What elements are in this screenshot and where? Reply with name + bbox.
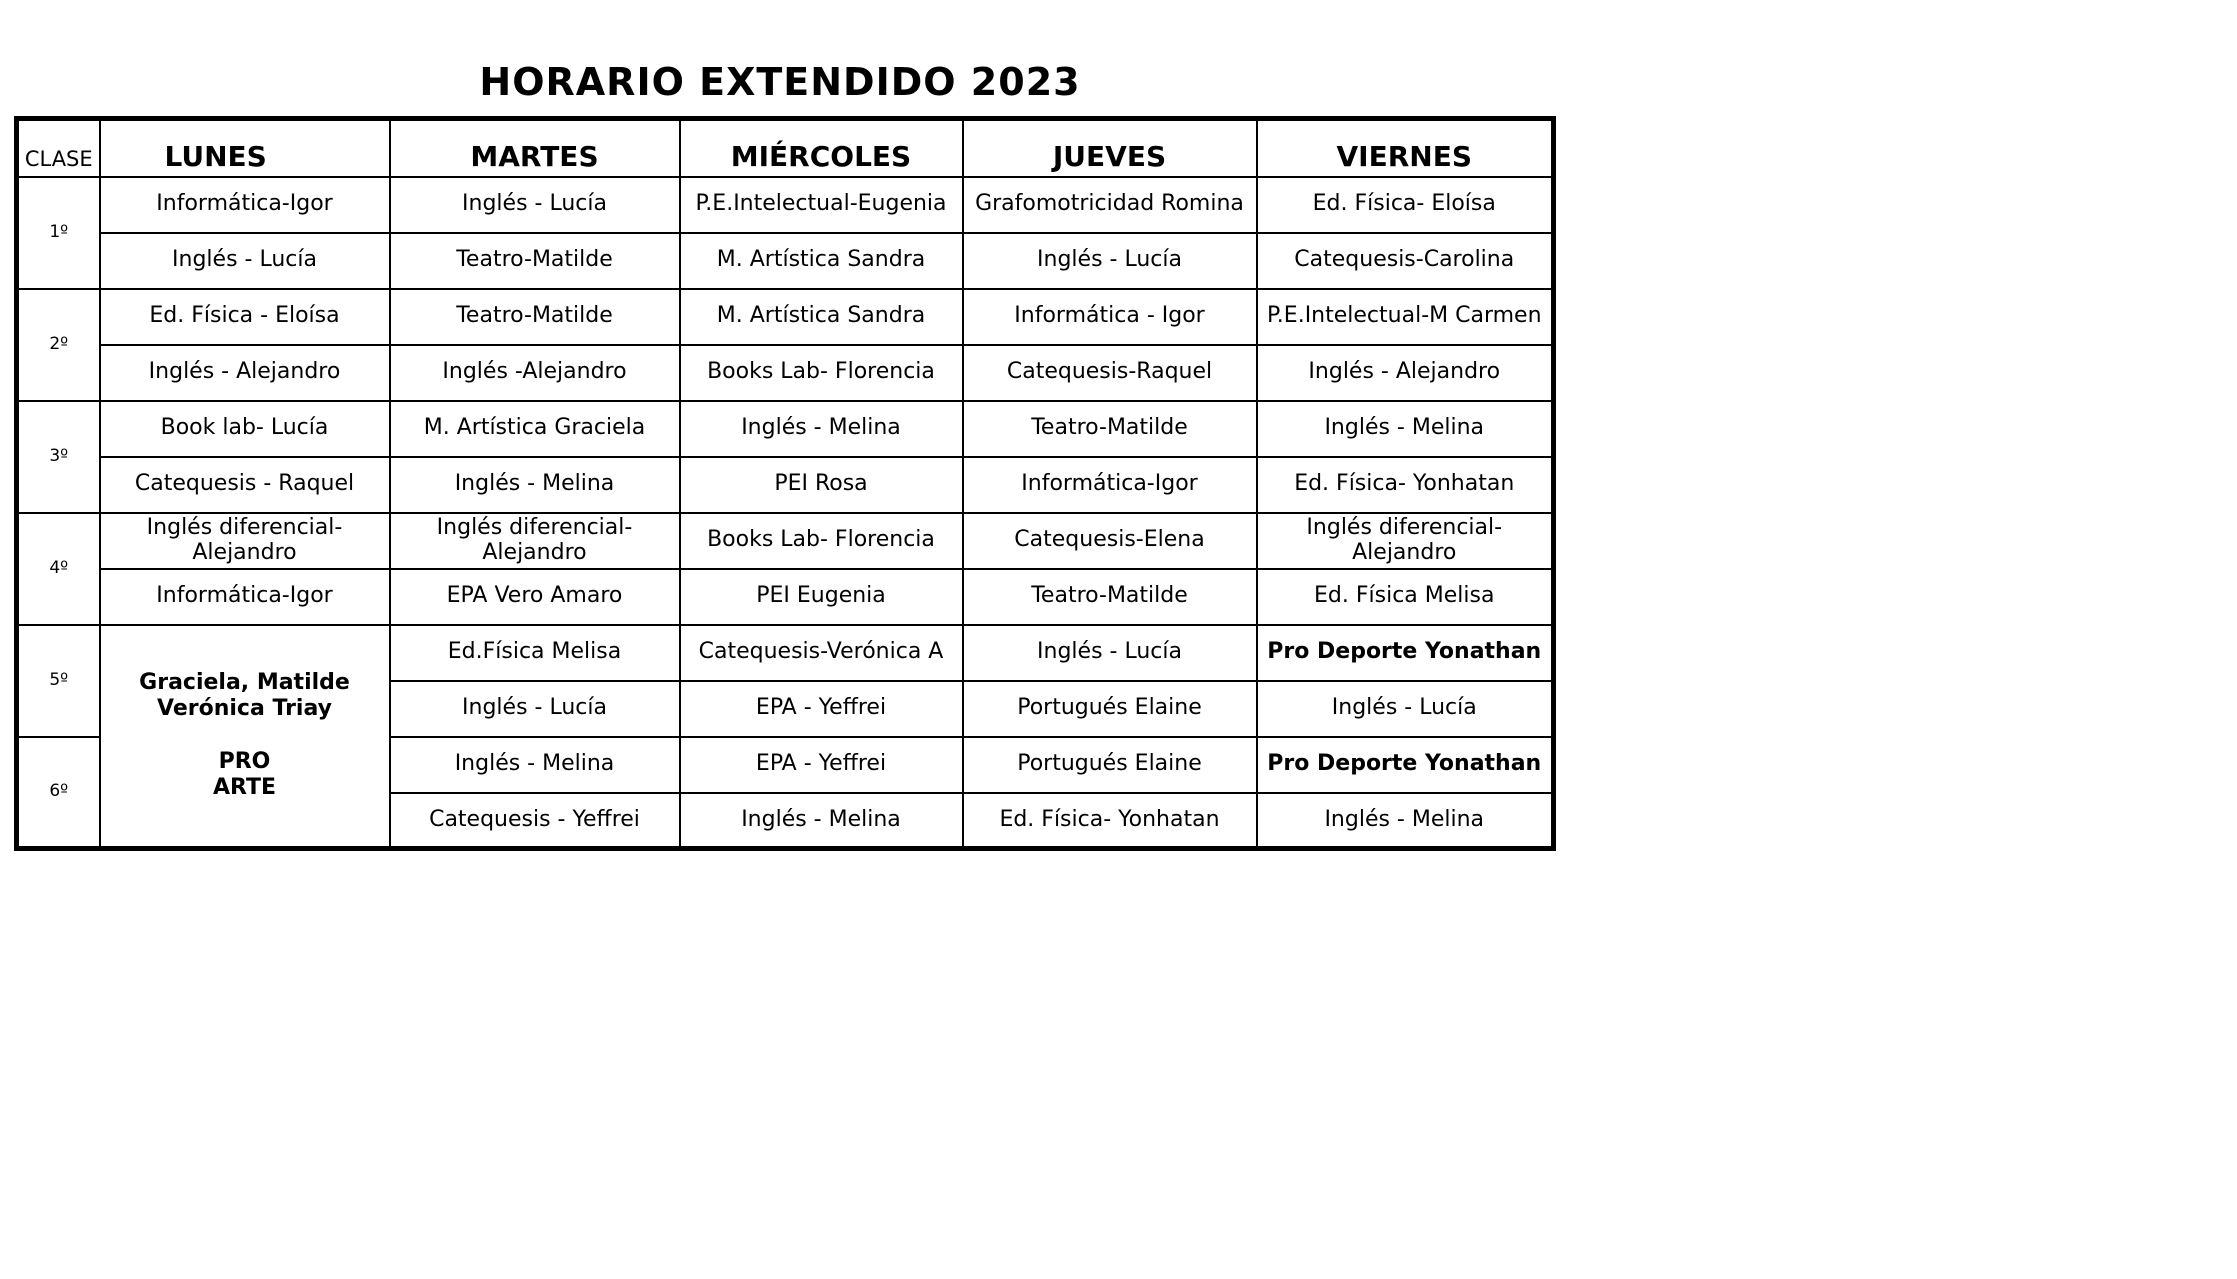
table-row xyxy=(17,513,1554,569)
schedule-cell: Pro Deporte Yonathan xyxy=(1257,737,1554,793)
schedule-cell: Books Lab- Florencia xyxy=(680,513,963,569)
schedule-cell: M. Artística Sandra xyxy=(680,233,963,289)
schedule-cell: Informática - Igor xyxy=(963,289,1257,345)
table-row xyxy=(17,625,1554,681)
schedule-cell: Catequesis-Carolina xyxy=(1257,233,1554,289)
schedule-cell: PEI Eugenia xyxy=(680,569,963,625)
schedule-cell: Catequesis - Yeffrei xyxy=(390,793,680,849)
class-label: 2º xyxy=(17,289,100,401)
schedule-cell: Teatro-Matilde xyxy=(963,569,1257,625)
schedule-cell: Inglés - Lucía xyxy=(100,233,390,289)
schedule-cell: Inglés - Lucía xyxy=(390,177,680,233)
schedule-cell: PEI Rosa xyxy=(680,457,963,513)
schedule-cell: Inglés - Melina xyxy=(680,793,963,849)
schedule-cell: Inglés - Lucía xyxy=(1257,681,1554,737)
schedule-cell: Inglés - Lucía xyxy=(390,681,680,737)
table-row xyxy=(17,569,1554,625)
header-day-miercoles: MIÉRCOLES xyxy=(680,119,963,177)
schedule-cell: P.E.Intelectual-Eugenia xyxy=(680,177,963,233)
schedule-cell: Informática-Igor xyxy=(100,569,390,625)
schedule-cell: Inglés - Lucía xyxy=(963,625,1257,681)
schedule-cell: Inglés - Melina xyxy=(390,737,680,793)
schedule-cell: Inglés diferencial- Alejandro xyxy=(1257,513,1554,569)
page-title: HORARIO EXTENDIDO 2023 xyxy=(479,60,1081,104)
table-row xyxy=(17,345,1554,401)
schedule-cell: Inglés diferencial- Alejandro xyxy=(100,513,390,569)
schedule-cell: EPA - Yeffrei xyxy=(680,681,963,737)
schedule-cell: EPA Vero Amaro xyxy=(390,569,680,625)
schedule-cell: Inglés - Melina xyxy=(1257,401,1554,457)
class-label: 1º xyxy=(17,177,100,289)
table-row xyxy=(17,289,1554,345)
schedule-cell: Ed. Física Melisa xyxy=(1257,569,1554,625)
schedule-cell: Book lab- Lucía xyxy=(100,401,390,457)
schedule-cell: Teatro-Matilde xyxy=(390,289,680,345)
schedule-table xyxy=(14,116,1556,851)
header-day-lunes: LUNES xyxy=(100,119,390,177)
schedule-cell: M. Artística Sandra xyxy=(680,289,963,345)
schedule-cell: Books Lab- Florencia xyxy=(680,345,963,401)
schedule-cell: M. Artística Graciela xyxy=(390,401,680,457)
class-label: 5º xyxy=(17,625,100,737)
schedule-cell: Inglés - Alejandro xyxy=(100,345,390,401)
schedule-cell: Inglés - Lucía xyxy=(963,233,1257,289)
lunes-merged-cell xyxy=(100,625,390,849)
schedule-cell: Ed. Física- Yonhatan xyxy=(1257,457,1554,513)
schedule-cell: Inglés - Melina xyxy=(680,401,963,457)
merged-line: PRO xyxy=(218,748,271,774)
schedule-cell: Pro Deporte Yonathan xyxy=(1257,625,1554,681)
schedule-cell: Ed. Física- Yonhatan xyxy=(963,793,1257,849)
table-row xyxy=(17,401,1554,457)
schedule-cell: Inglés diferencial- Alejandro xyxy=(390,513,680,569)
schedule-cell: Portugués Elaine xyxy=(963,737,1257,793)
schedule-cell: Teatro-Matilde xyxy=(390,233,680,289)
header-day-viernes: VIERNES xyxy=(1257,119,1554,177)
schedule-cell: Ed.Física Melisa xyxy=(390,625,680,681)
schedule-cell: Portugués Elaine xyxy=(963,681,1257,737)
merged-line: ARTE xyxy=(212,775,276,801)
class-label: 4º xyxy=(17,513,100,625)
header-day-jueves: JUEVES xyxy=(963,119,1257,177)
header-row xyxy=(17,119,1554,177)
schedule-cell: Ed. Física - Eloísa xyxy=(100,289,390,345)
merged-line: Verónica Triay xyxy=(157,696,332,722)
class-label: 3º xyxy=(17,401,100,513)
schedule-cell: P.E.Intelectual-M Carmen xyxy=(1257,289,1554,345)
schedule-cell: Grafomotricidad Romina xyxy=(963,177,1257,233)
schedule-cell: Teatro-Matilde xyxy=(963,401,1257,457)
schedule-cell: Ed. Física- Eloísa xyxy=(1257,177,1554,233)
schedule-cell: Catequesis-Raquel xyxy=(963,345,1257,401)
schedule-cell: Inglés - Melina xyxy=(390,457,680,513)
table-row xyxy=(17,457,1554,513)
schedule-cell: EPA - Yeffrei xyxy=(680,737,963,793)
table-row xyxy=(17,233,1554,289)
header-clase: CLASE xyxy=(17,119,100,177)
schedule-cell: Inglés - Melina xyxy=(1257,793,1554,849)
schedule-cell: Catequesis-Elena xyxy=(963,513,1257,569)
schedule-cell: Inglés - Alejandro xyxy=(1257,345,1554,401)
class-label: 6º xyxy=(17,737,100,849)
schedule-cell: Inglés -Alejandro xyxy=(390,345,680,401)
schedule-cell: Catequesis-Verónica A xyxy=(680,625,963,681)
schedule-cell: Catequesis - Raquel xyxy=(100,457,390,513)
schedule-cell: Informática-Igor xyxy=(100,177,390,233)
schedule-cell: Informática-Igor xyxy=(963,457,1257,513)
header-day-martes: MARTES xyxy=(390,119,680,177)
merged-line: Graciela, Matilde xyxy=(139,669,350,695)
table-row xyxy=(17,177,1554,233)
